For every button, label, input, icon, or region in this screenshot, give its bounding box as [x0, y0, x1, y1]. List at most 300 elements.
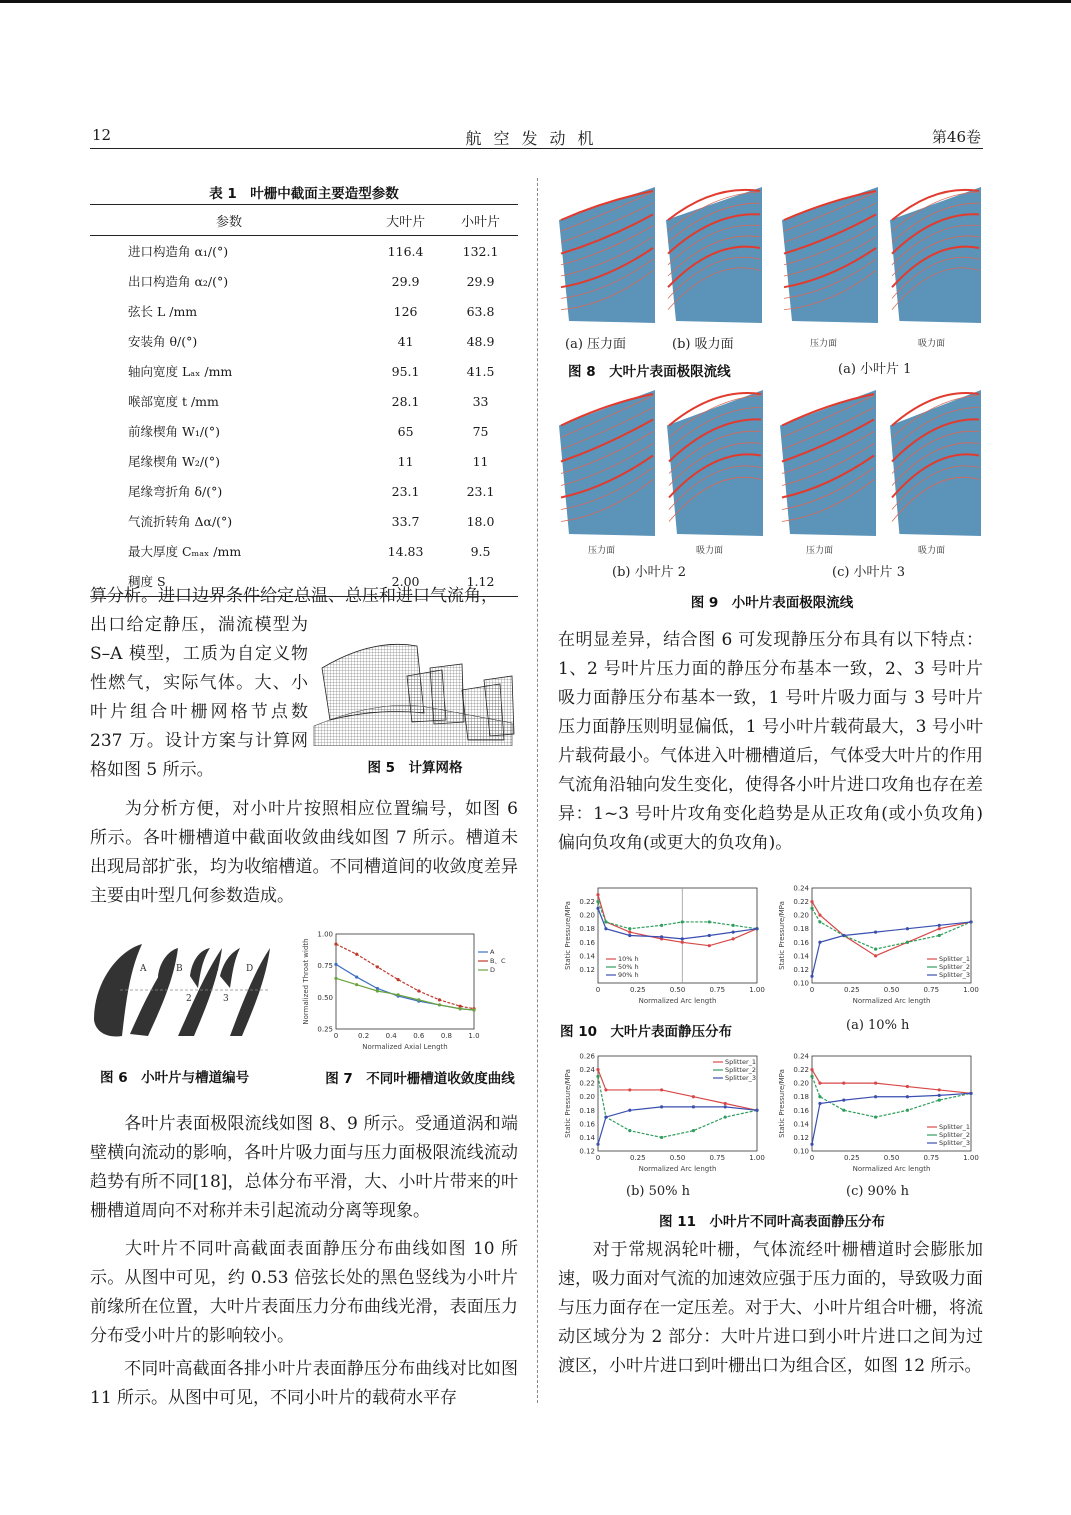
data-point: [708, 920, 711, 923]
x-tick-label: 0.50: [883, 986, 900, 994]
data-point: [874, 931, 877, 934]
paragraph-numbering: [90, 795, 518, 911]
data-point: [596, 1143, 599, 1146]
data-point: [628, 927, 631, 930]
data-point: [906, 1095, 909, 1098]
data-point: [681, 941, 684, 944]
legend-label: Splitter_2: [939, 1131, 971, 1139]
paragraph-text: 为分析方便，对小叶片按照相应位置编号，如图 6 所示。各叶栅槽道中截面收敛曲线如图 7 所示。槽道未出现局部扩张，均为收缩槽道。不同槽道间的收敛度差异主要由叶型几何参数造成。: [90, 799, 519, 906]
data-point: [596, 900, 599, 903]
data-point: [397, 993, 400, 996]
parameter-name: 轴向宽度 Lₐₓ /mm: [128, 364, 233, 379]
data-point: [842, 1109, 845, 1112]
data-point: [596, 907, 599, 910]
data-point: [417, 989, 420, 992]
data-point: [604, 1088, 607, 1091]
paragraph-analysis-line: 算分析。进口边界条件给定总温、总压和进口气流角，: [90, 586, 498, 606]
y-tick-label: 0.10: [793, 979, 809, 988]
parameter-value: 63.8: [466, 303, 495, 319]
blade-pressure-chart-svg: [562, 882, 767, 1007]
y-tick-label: 0.50: [317, 993, 333, 1002]
data-point: [596, 1075, 599, 1078]
data-point: [355, 975, 358, 978]
data-point: [755, 1109, 758, 1112]
fig9c-suction-label: 吸力面: [918, 546, 946, 556]
y-tick-label: 0.12: [579, 1147, 595, 1156]
x-tick-label: 0.25: [629, 986, 646, 994]
column-header: 大叶片: [368, 205, 443, 236]
data-point: [732, 937, 735, 940]
data-point: [628, 1109, 631, 1112]
data-point: [938, 924, 941, 927]
y-tick-label: 0.24: [793, 1052, 809, 1061]
parameter-value: 9.5: [470, 543, 491, 559]
series-line: [336, 964, 474, 1010]
data-point: [732, 924, 735, 927]
fig9a-pressure-surface: [780, 185, 880, 325]
page-top-border: [0, 0, 1071, 3]
data-point: [874, 1082, 877, 1085]
data-point: [628, 1088, 631, 1091]
data-point: [334, 963, 337, 966]
y-tick-label: 0.18: [793, 925, 809, 934]
volume-label: 第46卷: [931, 128, 981, 146]
parameter-name: 最大厚度 Cₘₐₓ /mm: [128, 544, 242, 559]
x-tick-label: 0.25: [843, 986, 860, 994]
data-point: [810, 1075, 813, 1078]
y-tick-label: 0.22: [793, 1066, 809, 1075]
y-axis-label: Static Pressure/MPa: [778, 901, 786, 970]
data-point: [906, 941, 909, 944]
data-point: [810, 907, 813, 910]
y-tick-label: 0.12: [793, 1133, 809, 1142]
table-caption: 表 1 叶栅中截面主要造型参数: [209, 186, 399, 202]
blade-surface: [890, 187, 981, 323]
data-point: [818, 941, 821, 944]
data-point: [708, 934, 711, 937]
parameter-value: 48.9: [466, 333, 495, 349]
legend-label: Splitter_3: [939, 971, 971, 979]
fig9-subcaption-b: (b) 小叶片 2: [612, 565, 687, 580]
parameter-value: 65: [397, 423, 414, 439]
y-tick-label: 0.22: [579, 898, 595, 907]
splitter-pressure-chart-90-svg: [776, 1050, 981, 1175]
figure-5-caption: 图 5 计算网格: [367, 760, 463, 776]
y-tick-label: 0.20: [579, 1093, 595, 1102]
legend-label: Splitter_2: [725, 1066, 757, 1074]
header-rule: [90, 148, 983, 149]
x-tick-label: 0.75: [709, 986, 726, 994]
data-point: [334, 943, 337, 946]
y-tick-label: 0.14: [793, 952, 809, 961]
parameter-name: 前缘楔角 W₁/(°): [128, 424, 221, 439]
parameter-name: 气流折转角 Δα/(°): [128, 514, 233, 529]
x-tick-label: 0.50: [669, 986, 686, 994]
data-point: [724, 1102, 727, 1105]
parameter-value: 29.9: [466, 273, 495, 289]
blade-number-1: 1: [150, 994, 156, 1004]
channel-label-a: A: [140, 964, 147, 974]
fig9-subcaption-c: (c) 小叶片 3: [832, 565, 905, 580]
blade-number-3: 3: [223, 994, 229, 1004]
parameter-value: 41.5: [466, 363, 495, 379]
parameter-value: 18.0: [466, 513, 495, 529]
y-tick-label: 0.10: [793, 1147, 809, 1156]
x-tick-label: 0.25: [629, 1154, 646, 1162]
x-tick-label: 0.75: [709, 1154, 726, 1162]
parameter-value: 116.4: [387, 243, 424, 259]
data-point: [818, 920, 821, 923]
y-axis-label: Static Pressure/MPa: [564, 901, 572, 970]
figure-10-caption: 图 10 大叶片表面静压分布: [560, 1024, 732, 1040]
figure-8-caption: 图 8 大叶片表面极限流线: [568, 364, 731, 380]
y-tick-label: 0.14: [793, 1120, 809, 1129]
data-point: [842, 1099, 845, 1102]
data-point: [472, 1008, 475, 1011]
parameter-name: 安装角 θ/(°): [128, 334, 198, 349]
data-point: [906, 1109, 909, 1112]
fig9b-suction-surface: [665, 388, 765, 538]
parameter-value: 11: [472, 453, 489, 469]
x-tick-label: 1.00: [749, 1154, 765, 1162]
fig11-subcaption-b: (b) 50% h: [626, 1184, 690, 1199]
data-point: [355, 953, 358, 956]
paragraph-pressure-features: 在明显差异，结合图 6 可发现静压分布具有以下特点：1、2 号叶片压力面的静压分布基本一致，2、3 号叶片吸力面静压分布基本一致，1 号叶片吸力面与 3 号叶片压力面静压则明显偏低，1 号小叶片载荷最大，3 号小叶片载荷最小。气体进入叶栅槽道后，气体受大叶片的作用气流角沿轴向发生变化，使得各小叶片进口攻角也存在差异：1~3 号叶片攻角变化趋势是从正攻角(或小负攻角)偏向负攻角(或更大的负攻角)。: [558, 630, 983, 853]
parameter-value: 23.1: [391, 483, 420, 499]
blade-numbering-figure: [90, 940, 275, 1040]
x-tick-label: 1.0: [468, 1032, 480, 1040]
table-row: [90, 386, 518, 416]
data-point: [660, 1105, 663, 1108]
data-point: [692, 1095, 695, 1098]
fig9b-pressure-surface: [557, 388, 657, 538]
data-point: [628, 1129, 631, 1132]
data-point: [810, 1143, 813, 1146]
data-point: [842, 934, 845, 937]
y-axis-label: Static Pressure/MPa: [778, 1069, 786, 1138]
data-point: [938, 1099, 941, 1102]
parameter-value: 2.00: [368, 566, 443, 597]
legend-label: Splitter_3: [939, 1139, 971, 1147]
data-point: [604, 920, 607, 923]
data-point: [938, 927, 941, 930]
table-row: [90, 416, 518, 446]
data-point: [906, 927, 909, 930]
y-tick-label: 0.16: [579, 1120, 595, 1129]
data-point: [628, 931, 631, 934]
table-row: [90, 296, 518, 326]
convergence-chart-svg: [300, 928, 520, 1053]
y-tick-label: 0.20: [793, 911, 809, 920]
y-tick-label: 0.14: [579, 952, 595, 961]
y-tick-label: 0.24: [579, 1066, 595, 1075]
parameter-value: 1.12: [443, 566, 518, 597]
data-point: [708, 944, 711, 947]
data-point: [438, 998, 441, 1001]
y-tick-label: 0.22: [793, 898, 809, 907]
data-point: [376, 965, 379, 968]
x-axis-label: Normalized Axial Length: [362, 1043, 448, 1051]
data-point: [604, 1115, 607, 1118]
y-tick-label: 0.18: [579, 925, 595, 934]
table-row: [90, 326, 518, 356]
legend-label: 50% h: [618, 963, 639, 971]
figure-9-caption: 图 9 小叶片表面极限流线: [690, 595, 854, 611]
plot-frame: [336, 934, 474, 1029]
channel-label-c: C: [212, 964, 219, 974]
parameter-value: 95.1: [391, 363, 420, 379]
data-point: [417, 998, 420, 1001]
splitter-pressure-chart-50: [562, 1050, 767, 1175]
fig9c-suction-surface: [888, 388, 983, 538]
parameter-name: 喉部宽度 t /mm: [128, 394, 219, 409]
y-tick-label: 0.25: [317, 1025, 333, 1034]
paragraph-boundary-conditions: 出口给定静压，湍流模型为 S–A 模型，工质为自定义物性燃气，实际气体。大、小叶片组合叶栅网格节点数 237 万。设计方案与计算网格如图 5 所示。: [90, 615, 308, 780]
series-line: [598, 908, 757, 939]
fig9a-suction-label: 吸力面: [918, 339, 946, 349]
blade-number-2: 2: [186, 994, 192, 1004]
figure-6-caption: 图 6 小叶片与槽道编号: [100, 1070, 250, 1086]
parameter-value: 11: [397, 453, 414, 469]
channel-label-d: D: [246, 964, 254, 974]
data-point: [818, 914, 821, 917]
y-tick-label: 0.20: [579, 911, 595, 920]
x-tick-label: 0.50: [669, 1154, 686, 1162]
fig8-subcaption-a: (a) 压力面: [565, 337, 627, 352]
x-tick-label: 0: [333, 1032, 339, 1040]
legend-label: 90% h: [618, 971, 639, 979]
column-divider: [537, 178, 538, 1403]
x-tick-label: 0.8: [440, 1032, 452, 1040]
data-point: [818, 1095, 821, 1098]
parameter-name: 进口构造角 α₁/(°): [128, 244, 229, 259]
parameter-value: 126: [393, 303, 418, 319]
parameter-value: 33.7: [391, 513, 420, 529]
convergence-chart: [300, 928, 520, 1053]
y-tick-label: 0.18: [579, 1106, 595, 1115]
parameter-name: 稠度 S: [90, 566, 368, 597]
paragraph-pressure-distribution: [90, 1235, 518, 1351]
series-line: [812, 902, 971, 956]
y-tick-label: 0.16: [793, 1106, 809, 1115]
data-point: [660, 1136, 663, 1139]
data-point: [660, 1088, 663, 1091]
data-point: [355, 983, 358, 986]
data-point: [724, 1115, 727, 1118]
x-axis-label: Normalized Arc length: [852, 1165, 931, 1173]
blade-surface: [666, 187, 762, 323]
fig9c-pressure-label: 压力面: [806, 546, 834, 556]
y-tick-label: 0.20: [793, 1079, 809, 1088]
data-point: [596, 1068, 599, 1071]
x-tick-label: 0: [809, 986, 815, 994]
fig8-suction-surface: [664, 185, 764, 325]
parameter-value: 23.1: [466, 483, 495, 499]
data-point: [874, 947, 877, 950]
y-tick-label: 0.12: [793, 965, 809, 974]
x-tick-label: 0.75: [923, 1154, 940, 1162]
data-point: [397, 978, 400, 981]
table-row: [90, 356, 518, 386]
table-row: [90, 446, 518, 476]
data-point: [438, 1003, 441, 1006]
fig8-subcaption-b: (b) 吸力面: [672, 337, 734, 352]
figure-7-caption: 图 7 不同叶栅槽道收敛度曲线: [325, 1071, 515, 1087]
x-tick-label: 0.25: [843, 1154, 860, 1162]
paragraph-text: 不同叶高截面各排小叶片表面静压分布曲线对比如图 11 所示。从图中可见，不同小叶片的载荷水平存: [90, 1359, 518, 1408]
data-point: [334, 977, 337, 980]
data-point: [604, 927, 607, 930]
channel-label-b: B: [176, 964, 183, 974]
legend-label: D: [490, 966, 496, 974]
y-tick-label: 0.12: [579, 965, 595, 974]
paragraph-text: 对于常规涡轮叶栅，气体流经叶栅槽道时会膨胀加速，吸力面对气流的加速效应强于压力面的，导致吸力面与压力面存在一定压差。对于大、小叶片组合叶栅，将流动区域分为 2 部分：大叶片进口到小叶片进口之间为过渡区，小叶片进口到叶栅出口为组合区，如图 12 所示。: [558, 1240, 983, 1376]
x-axis-label: Normalized Arc length: [638, 1165, 717, 1173]
legend-label: A: [490, 948, 495, 956]
data-point: [969, 1092, 972, 1095]
paragraph-text: 大叶片不同叶高截面表面静压分布曲线如图 10 所示。从图中可见，约 0.53 倍弦长处的黑色竖线为小叶片前缘所在位置，大叶片表面压力分布曲线光滑，表面压力分布受小叶片的影响较小。: [90, 1239, 518, 1346]
table-row: [90, 506, 518, 536]
y-tick-label: 1.00: [317, 930, 333, 939]
page-number: 12: [92, 126, 112, 144]
x-tick-label: 0.75: [923, 986, 940, 994]
parameter-value: 41: [397, 333, 414, 349]
column-header: 参数: [90, 205, 368, 236]
fig9c-pressure-surface: [778, 388, 878, 538]
x-tick-label: 0.4: [385, 1032, 397, 1040]
table-row: [90, 476, 518, 506]
fig11-subcaption-c: (c) 90% h: [846, 1184, 909, 1199]
data-point: [459, 1007, 462, 1010]
data-point: [842, 1082, 845, 1085]
x-tick-label: 0.2: [358, 1032, 370, 1040]
x-tick-label: 0: [595, 1154, 601, 1162]
data-point: [810, 1068, 813, 1071]
blade-shapes: [90, 940, 275, 1040]
parameter-name: 尾缘楔角 W₂/(°): [128, 454, 221, 469]
data-point: [660, 924, 663, 927]
x-tick-label: 1.00: [963, 986, 979, 994]
parameter-name: 尾缘弯折角 δ/(°): [128, 484, 223, 499]
computational-mesh-figure: [312, 628, 518, 746]
splitter-pressure-chart-10-svg: [776, 882, 981, 1007]
fig9b-pressure-label: 压力面: [588, 546, 616, 556]
data-point: [724, 1105, 727, 1108]
parameter-value: 33: [472, 393, 489, 409]
table-row: [90, 236, 518, 267]
data-point: [681, 920, 684, 923]
y-tick-label: 0.14: [579, 1133, 595, 1142]
legend-label: Splitter_1: [939, 1123, 971, 1131]
y-axis-label: Static Pressure/MPa: [564, 1069, 572, 1138]
paragraph-limiting-streamlines: [90, 1110, 518, 1226]
data-point: [874, 954, 877, 957]
data-point: [681, 937, 684, 940]
data-point: [810, 975, 813, 978]
data-point: [732, 931, 735, 934]
data-point: [692, 1129, 695, 1132]
paragraph-expansion-acceleration: [558, 1236, 983, 1381]
y-tick-label: 0.22: [579, 1079, 595, 1088]
legend-label: Splitter_1: [725, 1058, 757, 1066]
data-point: [938, 1094, 941, 1097]
data-point: [818, 1102, 821, 1105]
data-point: [755, 927, 758, 930]
splitter-pressure-chart-50-svg: [562, 1050, 767, 1175]
series-line: [812, 1070, 971, 1094]
column-header: 小叶片: [443, 205, 518, 236]
data-point: [969, 920, 972, 923]
x-tick-label: 1.00: [749, 986, 765, 994]
table-row: [90, 266, 518, 296]
data-point: [692, 1105, 695, 1108]
x-tick-label: 0.6: [413, 1032, 425, 1040]
splitter-pressure-chart-90: [776, 1050, 981, 1175]
x-axis-label: Normalized Arc length: [638, 997, 717, 1005]
blade-pressure-chart: [562, 882, 767, 1007]
x-tick-label: 0: [595, 986, 601, 994]
legend-label: B、C: [490, 957, 506, 965]
x-tick-label: 0.50: [883, 1154, 900, 1162]
parameter-name: 出口构造角 α₂/(°): [128, 274, 229, 289]
legend-label: Splitter_3: [725, 1074, 757, 1082]
data-point: [938, 934, 941, 937]
y-tick-label: 0.75: [317, 962, 333, 971]
table-row: [90, 536, 518, 566]
splitter-pressure-chart-10: [776, 882, 981, 1007]
data-point: [906, 1085, 909, 1088]
y-tick-label: 0.16: [793, 938, 809, 947]
x-tick-label: 0: [809, 1154, 815, 1162]
data-point: [596, 893, 599, 896]
data-point: [938, 1088, 941, 1091]
y-tick-label: 0.16: [579, 938, 595, 947]
fig9a-pressure-label: 压力面: [810, 339, 838, 349]
data-point: [376, 989, 379, 992]
legend-label: Splitter_2: [939, 963, 971, 971]
paragraph-splitter-comparison: [90, 1355, 518, 1413]
data-point: [874, 1115, 877, 1118]
parameter-value: 28.1: [391, 393, 420, 409]
data-point: [874, 1095, 877, 1098]
legend-label: Splitter_1: [939, 955, 971, 963]
paragraph-text: 各叶片表面极限流线如图 8、9 所示。受通道涡和端壁横向流动的影响，各叶片吸力面与压力面极限流线流动趋势有所不同[18]，总体分布平滑，大、小叶片带来的叶栅槽道周向不对称并未引起流动分离等现象。: [90, 1114, 518, 1221]
fig9-subcaption-a: (a) 小叶片 1: [838, 362, 912, 377]
legend-label: 10% h: [618, 955, 639, 963]
parameter-value: 29.9: [391, 273, 420, 289]
y-tick-label: 0.26: [579, 1052, 595, 1061]
parameter-value: 132.1: [462, 243, 499, 259]
data-point: [810, 900, 813, 903]
fig9a-suction-surface: [888, 185, 983, 325]
y-axis-label: Normalized Throat width: [302, 938, 310, 1025]
parameter-name: 弦长 L /mm: [128, 304, 198, 319]
mesh-image: [312, 628, 518, 746]
parameter-table: [90, 204, 518, 597]
data-point: [818, 1082, 821, 1085]
x-tick-label: 1.00: [963, 1154, 979, 1162]
parameter-value: 14.83: [387, 543, 424, 559]
parameter-value: 75: [472, 423, 489, 439]
figure-11-caption: 图 11 小叶片不同叶高表面静压分布: [659, 1214, 885, 1230]
y-tick-label: 0.18: [793, 1093, 809, 1102]
fig11-subcaption-a: (a) 10% h: [846, 1018, 910, 1033]
x-axis-label: Normalized Arc length: [852, 997, 931, 1005]
fig9b-suction-label: 吸力面: [696, 546, 724, 556]
y-tick-label: 0.24: [793, 884, 809, 893]
journal-title: 航空发动机: [465, 129, 606, 148]
fig8-pressure-surface: [557, 185, 657, 325]
